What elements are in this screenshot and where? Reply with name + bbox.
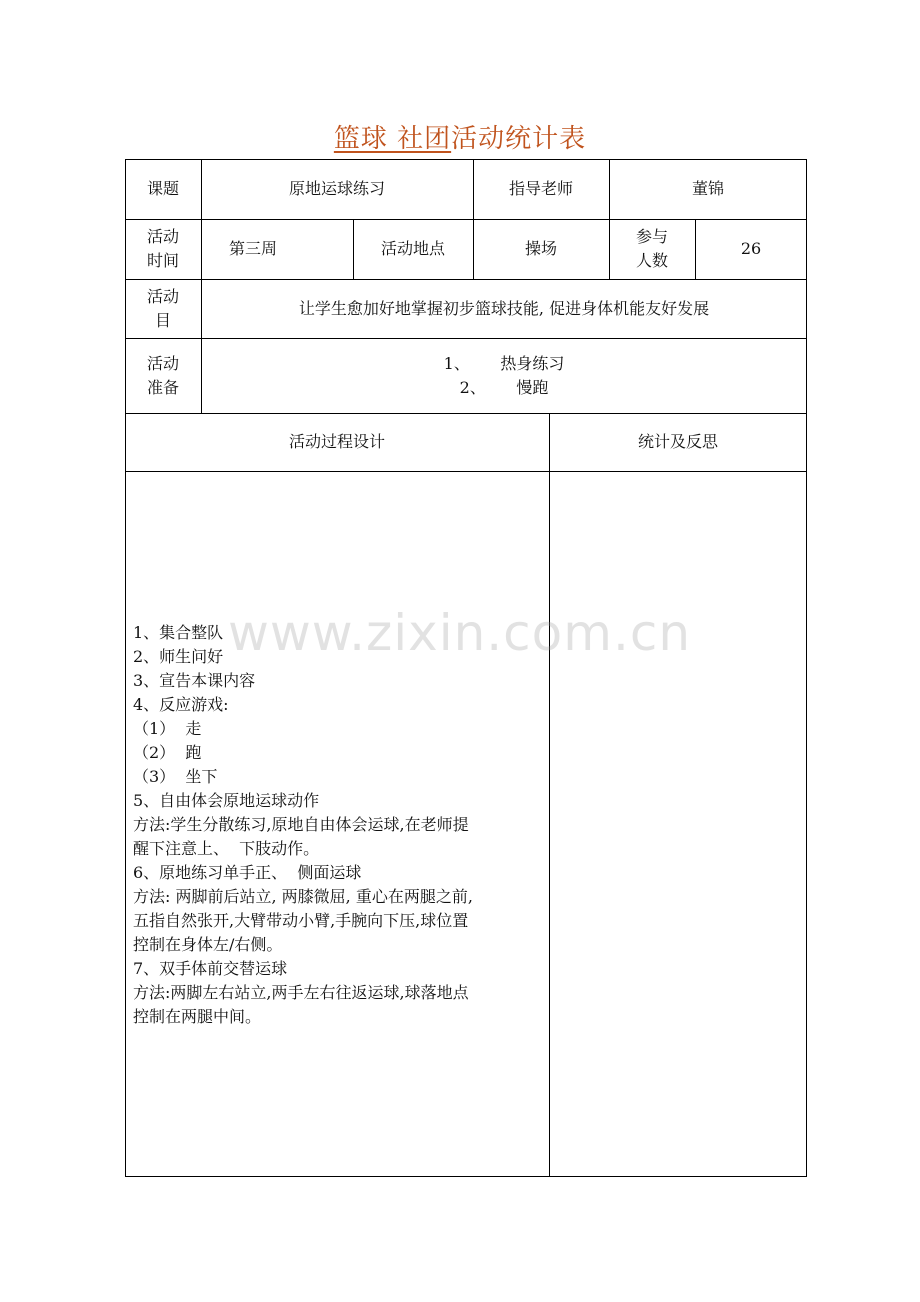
time-label-line1: 活动 [146,227,179,246]
process-line: 5、自由体会原地运球动作 [133,791,320,810]
process-header: 活动过程设计 [288,432,385,451]
reflect-header: 统计及反思 [637,432,718,451]
page-title [0,118,920,155]
count-label [609,219,695,279]
process-line: 方法:学生分散练习,原地自由体会运球,在老师提 [133,815,469,834]
process-line: 1、集合整队 [133,623,224,642]
process-line: 控制在两腿中间。 [133,1007,262,1026]
process-line: 3、宣告本课内容 [133,671,256,690]
goal-value: 让学生愈加好地掌握初步篮球技能, 促进身体机能友好发展 [298,298,710,318]
count-label-line2: 人数 [635,251,668,270]
time-value: 第三周 [229,239,278,258]
process-line: 7、双手体前交替运球 [133,959,288,978]
topic-value: 原地运球练习 [288,179,385,198]
process-line: 五指自然张开,大臂带动小臂,手腕向下压,球位置 [133,911,469,930]
watermark: www.zixin.com.cn [228,604,692,662]
title-rest: 活动统计表 [451,124,587,154]
prep-item-1: 1、 热身练习 [443,353,565,373]
title-underlined: 篮球 社团 [333,124,452,154]
row-divider [125,471,807,472]
topic-label: 课题 [146,179,179,198]
prep-label-line1: 活动 [146,353,179,373]
goal-label-line1: 活动 [146,286,179,306]
process-line: 方法: 两脚前后站立, 两膝微屈, 重心在两腿之前, [133,887,473,906]
count-label-line1: 参与 [635,227,668,246]
prep-label [125,338,201,413]
process-line: 4、反应游戏: [133,695,229,714]
process-line: 方法:两脚左右站立,两手左右往返运球,球落地点 [133,983,469,1002]
prep-label-line2: 准备 [146,377,179,397]
goal-label [125,279,201,338]
process-content [133,621,545,1029]
place-value: 操场 [524,239,557,258]
process-line: （2） 跑 [133,743,202,762]
process-line: 醒下注意上、 下肢动作。 [133,839,320,858]
place-label: 活动地点 [380,239,445,258]
count-value: 26 [740,239,762,258]
goal-label-line2: 目 [154,310,171,330]
process-line: （1） 走 [133,719,202,738]
prep-value [201,338,807,413]
time-label-line2: 时间 [146,251,179,270]
col-divider [549,413,550,1177]
process-line: 2、师生问好 [133,647,224,666]
process-line: （3） 坐下 [133,767,218,786]
process-line: 控制在身体左/右侧。 [133,935,283,954]
prep-item-2: 2、 慢跑 [459,377,549,397]
teacher-value: 董锦 [691,179,724,198]
process-line: 6、原地练习单手正、 侧面运球 [133,863,362,882]
teacher-label: 指导老师 [508,179,573,198]
time-label [125,219,201,279]
